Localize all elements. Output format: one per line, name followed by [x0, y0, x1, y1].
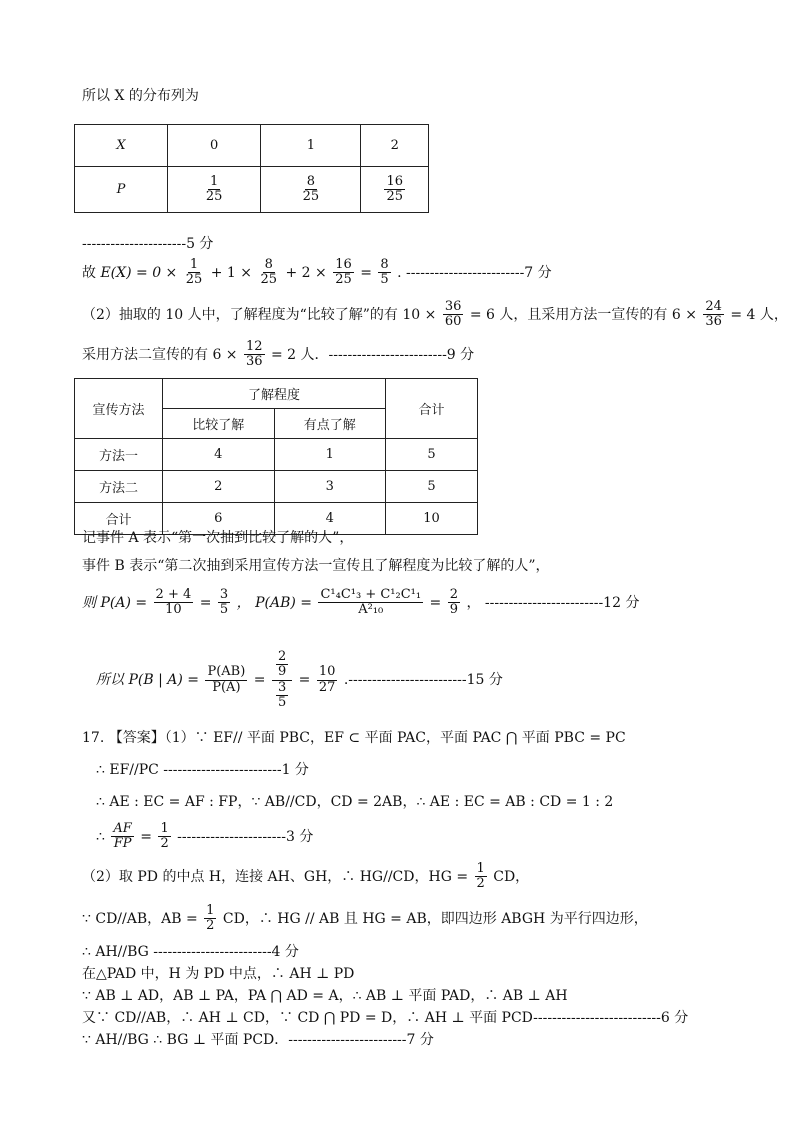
text: =: [140, 828, 152, 845]
denominator: A²₁₀: [358, 602, 384, 618]
fraction: [448, 588, 460, 618]
text: ∴: [96, 828, 105, 845]
numerator: 1: [160, 821, 169, 836]
text: ， P(AB) =: [236, 594, 312, 611]
numerator: 1: [189, 257, 199, 272]
table-cell: 2: [361, 125, 429, 167]
table-row: [75, 439, 478, 471]
q17-fraction-line: [96, 822, 313, 852]
table-row: [75, 471, 478, 503]
text: = 6 人，且采用方法一宣传的有 6 ×: [469, 306, 697, 323]
numerator: 2 + 4: [155, 587, 192, 602]
text: CD，∴ HG // AB 且 HG = AB，即四边形 ABGH 为平行四边形，: [222, 910, 648, 927]
text: ， -------------------------12 分: [466, 594, 640, 611]
numerator: 3: [219, 587, 229, 602]
text: =: [360, 264, 372, 281]
text: + 1 ×: [210, 264, 253, 281]
table-cell: 5: [386, 439, 478, 471]
fraction: [218, 588, 230, 618]
contingency-table: [74, 378, 478, 535]
denominator: P(A): [212, 679, 241, 695]
numerator: 12: [246, 339, 263, 354]
table-header: 宣传方法: [75, 379, 163, 439]
table-cell: 10: [386, 503, 478, 535]
denominator: 36: [705, 314, 722, 330]
denominator: [272, 681, 292, 711]
q17-line: ∴ AE : EC = AF : FP，∵ AB//CD，CD = 2AB，∴ AE : EC = AB : CD = 1 : 2: [96, 794, 614, 810]
denominator: 9: [277, 664, 287, 680]
denominator: 25: [302, 189, 320, 204]
denominator: 2: [476, 876, 485, 892]
numerator: 8: [306, 173, 315, 189]
numerator: 8: [380, 257, 389, 272]
text: =: [199, 594, 212, 611]
denominator: 10: [165, 602, 182, 618]
table-cell: 0: [168, 125, 261, 167]
denominator: 25: [335, 272, 352, 288]
part2-line2: [82, 340, 474, 370]
conditional-probability-line: [96, 650, 503, 710]
fraction: [111, 822, 133, 852]
q17-line: ∴ EF//PC -------------------------1 分: [96, 762, 309, 778]
numerator: 3: [277, 679, 287, 695]
table-cell: [261, 167, 361, 213]
q17-line: ∴ AH//BG -------------------------4 分: [82, 944, 299, 960]
text: ∵ CD//AB，AB =: [82, 910, 198, 927]
numerator: 8: [264, 257, 273, 272]
fraction: [204, 904, 216, 934]
numerator: 10: [318, 664, 336, 680]
q17-heading: 17. 【答案】（1）∵ EF// 平面 PBC，EF ⊂ 平面 PAC，平面 PAC ⋂ 平面 PBC = PC: [82, 730, 626, 746]
fraction: [333, 258, 354, 288]
fraction: [204, 175, 225, 205]
table-header: 比较了解: [162, 409, 274, 439]
expectation-line: [82, 258, 552, 288]
fraction: [276, 681, 288, 711]
denominator: 27: [318, 679, 336, 695]
q17-line: 在△PAD 中，H 为 PD 中点，∴ AH ⊥ PD: [82, 966, 355, 982]
fraction: [443, 300, 464, 330]
table-cell: 方法二: [75, 471, 163, 503]
table-cell: 方法一: [75, 439, 163, 471]
fraction: [276, 650, 288, 680]
fraction: [154, 588, 194, 618]
text: 所以 P(B | A) =: [96, 672, 199, 689]
numerator: 1: [206, 903, 215, 918]
text: CD，: [493, 868, 530, 885]
denominator: 36: [246, 354, 263, 370]
text: =: [298, 672, 311, 689]
denominator: 5: [219, 602, 229, 618]
q17-line: ∵ AH//BG ∴ BG ⊥ 平面 PCD．-------------------------7 分: [82, 1032, 434, 1048]
part2-line1: [82, 300, 788, 330]
event-b-text: 事件 B 表示“第二次抽到采用宣传方法一宣传且了解程度为比较了解的人”，: [82, 558, 550, 574]
text: .-------------------------15 分: [343, 672, 503, 689]
numerator: 2: [277, 649, 287, 664]
numerator: 1: [476, 861, 485, 876]
compound-fraction: [272, 650, 292, 710]
denominator: FP: [113, 836, 132, 852]
denominator: 60: [444, 314, 462, 330]
denominator: 25: [386, 189, 403, 204]
q17-part2-line1: [82, 862, 529, 892]
numerator: 2: [449, 587, 459, 602]
fraction: [244, 340, 265, 370]
fraction: [184, 258, 205, 288]
fraction: [475, 862, 487, 892]
text: . -------------------------7 分: [397, 264, 552, 281]
probability-line: [82, 588, 639, 618]
denominator: 25: [185, 272, 203, 288]
numerator: P(AB): [207, 664, 246, 680]
q17-part2-line2: [82, 904, 648, 934]
intro-text: 所以 X 的分布列为: [82, 88, 199, 104]
text: （2）取 PD 的中点 H，连接 AH、GH，∴ HG//CD，HG =: [82, 868, 469, 885]
table-cell: 2: [162, 471, 274, 503]
denominator: 9: [449, 602, 459, 618]
numerator: AF: [113, 821, 132, 836]
denominator: 25: [205, 189, 223, 204]
fraction: [318, 588, 423, 618]
text: 则 P(A) =: [82, 594, 148, 611]
text: 采用方法二宣传的有 6 ×: [82, 346, 238, 363]
numerator: [272, 650, 292, 681]
q17-line: ∵ AB ⊥ AD，AB ⊥ PA，PA ⋂ AD = A，∴ AB ⊥ 平面 PAD，∴ AB ⊥ AH: [82, 988, 568, 1004]
text: = 4 人，: [730, 306, 788, 323]
fraction: [205, 665, 247, 695]
text: （2）抽取的 10 人中，了解程度为“比较了解”的有 10 ×: [82, 306, 437, 323]
text: 故: [82, 264, 96, 281]
fraction: [258, 258, 279, 288]
numerator: 16: [386, 173, 403, 189]
table-cell: 4: [162, 439, 274, 471]
fraction: [378, 258, 390, 288]
table-cell: [361, 167, 429, 213]
text: = 2 人．-------------------------9 分: [271, 346, 475, 363]
table-cell: 5: [386, 471, 478, 503]
table-cell: 3: [274, 471, 386, 503]
fraction: [703, 300, 724, 330]
table-cell: [168, 167, 261, 213]
numerator: 16: [335, 257, 352, 272]
text: + 2 ×: [285, 264, 327, 281]
text: E(X) = 0 ×: [100, 264, 178, 281]
q17-line: 又∵ CD//AB，∴ AH ⊥ CD，∵ CD ⋂ PD = D，∴ AH ⊥ 平面 PCD---------------------------6 分: [82, 1010, 689, 1026]
denominator: 2: [206, 918, 215, 934]
table-cell: X: [75, 125, 168, 167]
fraction: [384, 175, 405, 205]
fraction: [317, 665, 338, 695]
numerator: 1: [210, 173, 219, 189]
distribution-table: [74, 124, 429, 213]
denominator: 25: [260, 272, 278, 288]
fraction: [158, 822, 170, 852]
numerator: 24: [705, 299, 722, 314]
denominator: 5: [277, 694, 287, 710]
table-cell: P: [75, 167, 168, 213]
table-header: 了解程度: [162, 379, 385, 409]
text: =: [253, 672, 266, 689]
numerator: 36: [444, 299, 462, 314]
table-header: 有点了解: [274, 409, 386, 439]
table-cell: 合计: [75, 503, 163, 535]
denominator: 5: [380, 272, 389, 288]
score-line: ----------------------5 分: [82, 236, 214, 252]
text: =: [429, 594, 442, 611]
denominator: 2: [160, 836, 169, 852]
table-cell: 1: [261, 125, 361, 167]
table-cell: 4: [274, 503, 386, 535]
table-cell: 6: [162, 503, 274, 535]
event-a-text: 记事件 A 表示“第一次抽到比较了解的人”，: [82, 530, 354, 546]
text: -----------------------3 分: [177, 828, 314, 845]
fraction: [301, 175, 322, 205]
numerator: C¹₄C¹₃ + C¹₂C¹₁: [320, 587, 422, 602]
table-cell: 1: [274, 439, 386, 471]
table-header: 合计: [386, 379, 478, 439]
